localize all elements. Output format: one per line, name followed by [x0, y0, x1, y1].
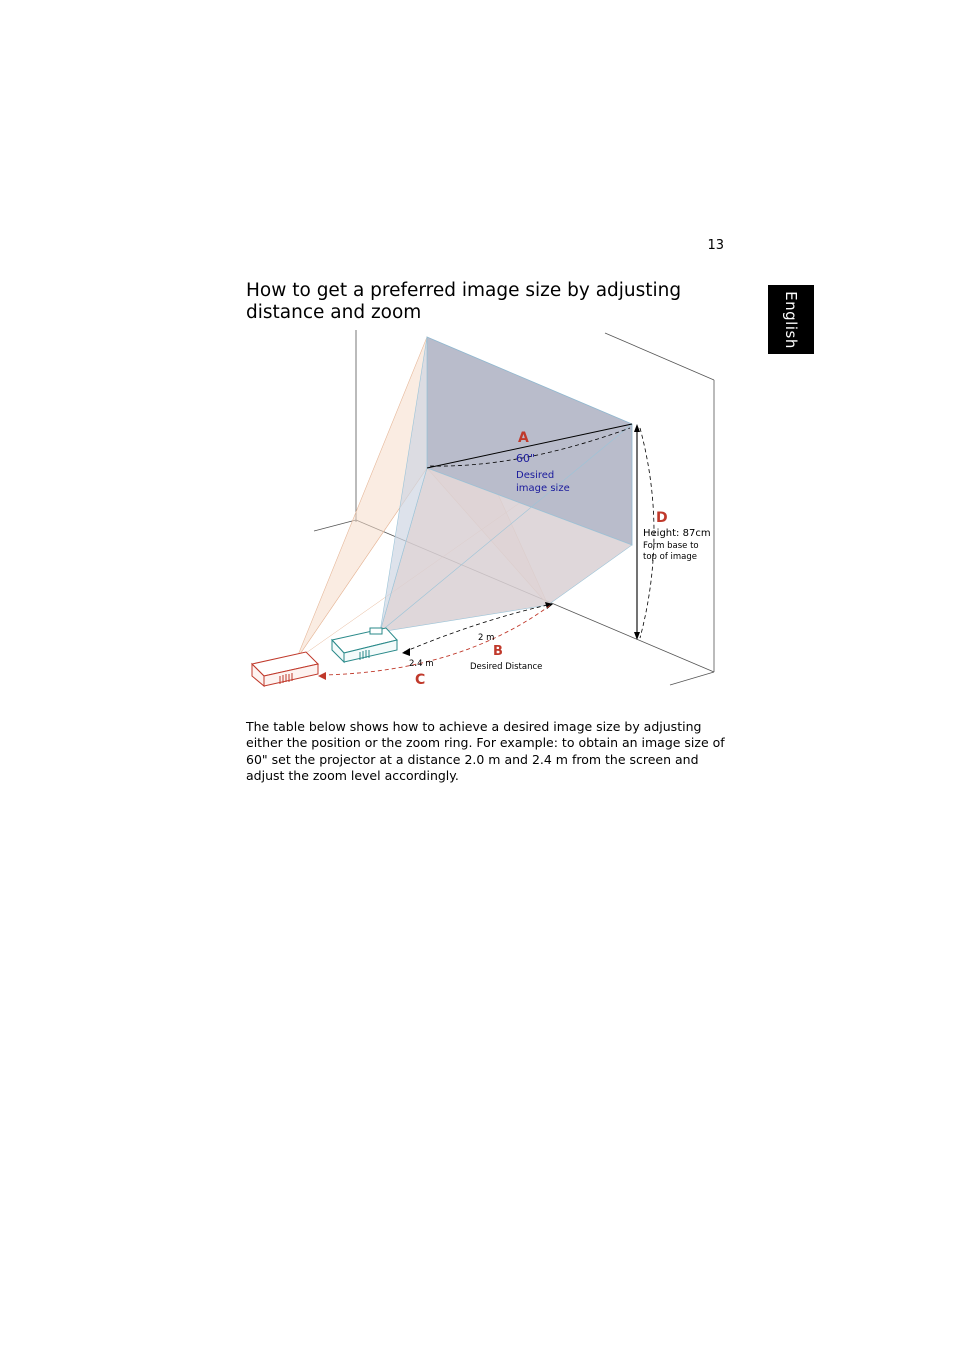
height-caption-2: top of image — [643, 552, 698, 562]
height-value: Height: 87cm — [643, 528, 711, 539]
page-title: How to get a preferred image size by adjusting distance and zoom — [246, 280, 682, 323]
distance-caption: Desired Distance — [470, 662, 543, 672]
height-caption-1: Form base to — [643, 541, 699, 551]
near-projector-icon — [332, 628, 397, 662]
image-size-caption-2: image size — [516, 483, 570, 494]
page-number: 13 — [707, 238, 724, 253]
label-b: B — [493, 644, 503, 659]
far-projector-icon — [252, 652, 318, 686]
label-c: C — [415, 672, 426, 688]
image-size-value: 60" — [516, 452, 536, 465]
language-tab-label: English — [782, 290, 801, 349]
distance-near: 2 m — [478, 633, 495, 643]
label-a: A — [518, 430, 529, 446]
distance-far: 2.4 m — [409, 659, 434, 669]
projection-diagram — [240, 320, 730, 700]
image-size-caption-1: Desired — [516, 470, 555, 481]
language-tab — [768, 285, 814, 354]
label-d: D — [656, 510, 668, 526]
body-paragraph: The table below shows how to achieve a desired image size by adjusting either the position or the zoom ring. For example: to obtain an image size of 60" set the projector at a distance 2.0 m and 2.4 m from the screen and adjust the zoom level accordingly. — [246, 719, 725, 784]
